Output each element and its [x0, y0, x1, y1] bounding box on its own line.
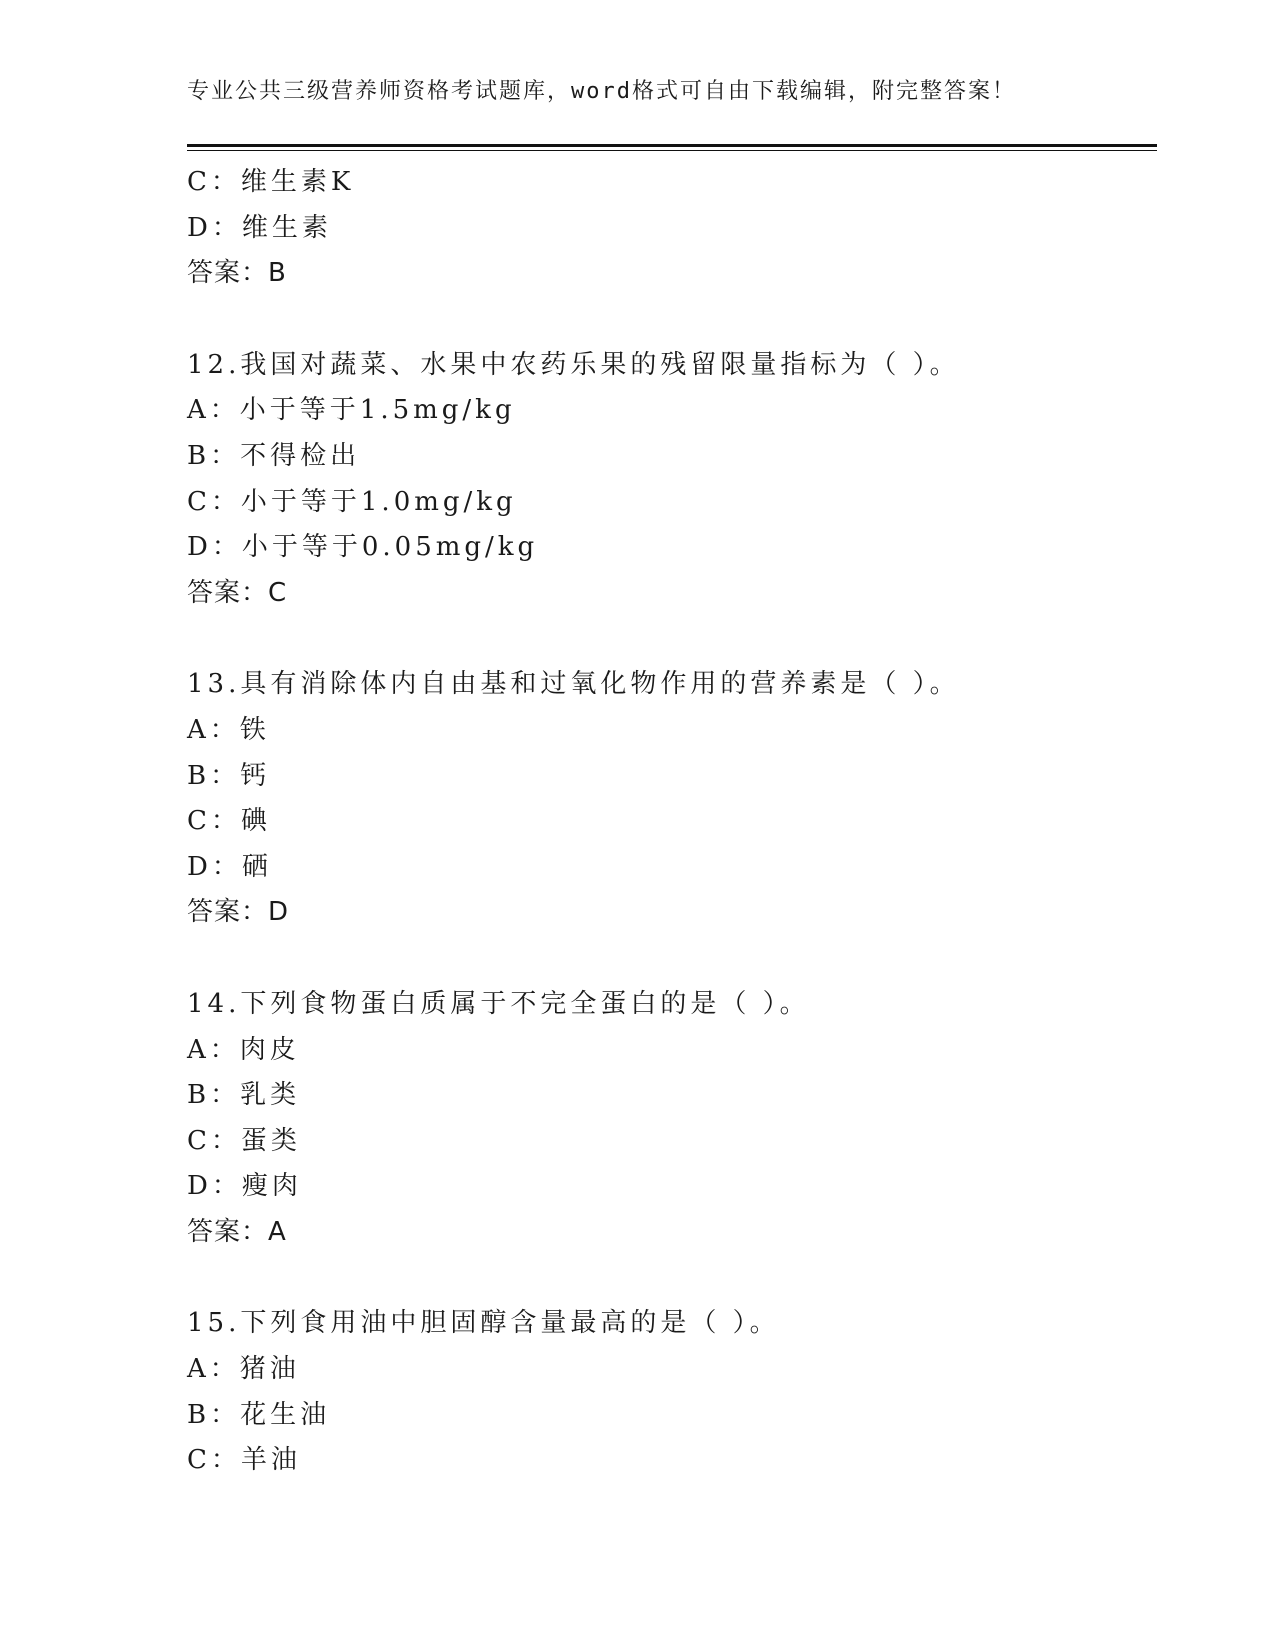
answer-line: 答案：B: [187, 258, 287, 289]
option-line: D：硒: [187, 851, 272, 882]
question-stem: 14.下列食物蛋白质属于不完全蛋白的是（ ）。: [187, 988, 810, 1019]
document-header: 专业公共三级营养师资格考试题库，word格式可自由下载编辑，附完整答案！: [187, 79, 1016, 104]
option-line: C：碘: [187, 806, 271, 837]
option-line: A：铁: [187, 714, 270, 745]
option-line: A：肉皮: [187, 1034, 300, 1065]
option-line: D：小于等于0.05mg/kg: [187, 532, 539, 563]
option-line: B：花生油: [187, 1399, 331, 1430]
question-spacer: [187, 936, 1167, 982]
option-line: A：小于等于1.5mg/kg: [187, 395, 516, 426]
header-rule-thin: [187, 150, 1157, 151]
header-rule-thick: [187, 144, 1157, 147]
option-line: D：维生素: [187, 212, 332, 243]
option-line: B：钙: [187, 760, 271, 791]
question-stem: 12.我国对蔬菜、水果中农药乐果的残留限量指标为（ ）。: [187, 349, 960, 380]
question-spacer: [187, 616, 1167, 662]
question-stem: 13.具有消除体内自由基和过氧化物作用的营养素是（ ）。: [187, 669, 960, 700]
option-line: C：羊油: [187, 1445, 301, 1476]
option-line: C：维生素K: [187, 167, 355, 197]
question-spacer: [187, 1255, 1167, 1301]
answer-line: 答案：C: [187, 577, 288, 608]
question-list: [187, 160, 1167, 1484]
option-line: C：蛋类: [187, 1125, 301, 1156]
option-line: B：乳类: [187, 1080, 301, 1111]
option-line: A：猪油: [187, 1354, 300, 1385]
question-stem: 15.下列食用油中胆固醇含量最高的是（ ）。: [187, 1308, 780, 1339]
option-line: B：不得检出: [187, 440, 361, 471]
answer-line: 答案：D: [187, 897, 290, 928]
option-line: D：瘦肉: [187, 1171, 302, 1202]
question-spacer: [187, 297, 1167, 343]
answer-line: 答案：A: [187, 1216, 287, 1247]
option-line: C：小于等于1.0mg/kg: [187, 486, 517, 517]
